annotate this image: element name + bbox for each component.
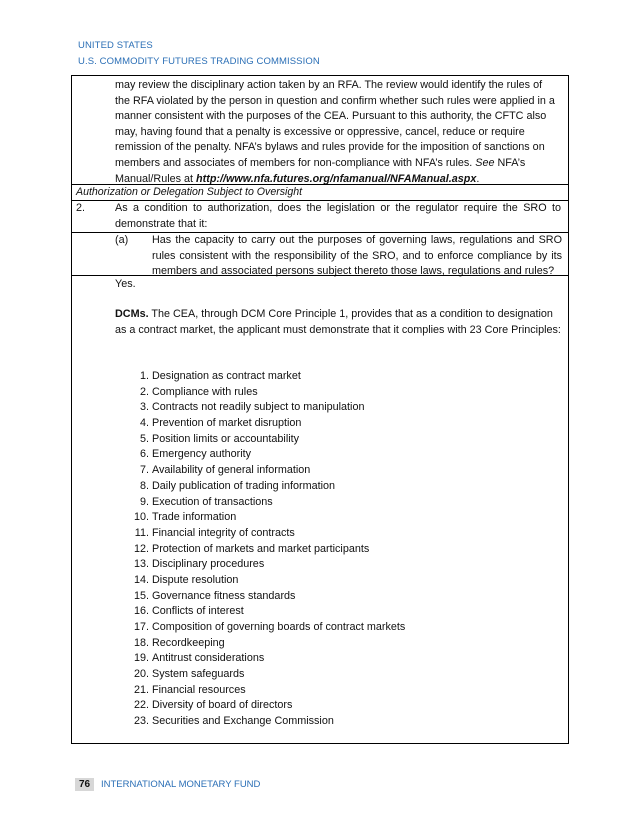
list-item-text: Recordkeeping xyxy=(152,636,225,649)
list-item xyxy=(115,495,555,511)
list-item-number: 16. xyxy=(133,605,149,618)
list-item-text: Governance fitness standards xyxy=(152,589,296,602)
list-item xyxy=(115,463,555,479)
list-item-text: Antitrust considerations xyxy=(152,652,265,665)
list-item-text: Composition of governing boards of contract markets xyxy=(152,621,406,633)
continued-paragraph xyxy=(115,78,559,187)
list-item xyxy=(115,683,555,699)
dcm-text: The CEA, through DCM Core Principle 1, provides that as a condition to designation as a contract market, the applicant must demonstrate that it complies with 23 Core Principles: xyxy=(115,308,561,336)
list-item xyxy=(115,416,555,432)
list-item xyxy=(115,589,555,605)
section-title: Authorization or Delegation Subject to Oversight xyxy=(76,186,303,198)
list-item-number: 5. xyxy=(139,432,149,445)
list-item xyxy=(115,667,555,683)
list-item xyxy=(115,573,555,589)
list-item xyxy=(115,447,555,463)
list-item-text: Daily publication of trading information xyxy=(152,479,336,492)
list-item-number: 15. xyxy=(133,589,149,602)
list-item xyxy=(115,620,555,636)
list-item xyxy=(115,400,555,416)
list-item-number: 4. xyxy=(139,417,149,430)
dcm-label: DCMs. xyxy=(115,308,149,320)
list-item xyxy=(115,542,555,558)
list-item xyxy=(115,636,555,652)
list-item-number: 9. xyxy=(139,495,149,508)
list-item-text: Prevention of market disruption xyxy=(152,417,302,430)
list-item-number: 11. xyxy=(134,526,149,539)
running-header-country: UNITED STATES xyxy=(78,40,153,51)
list-item-number: 10. xyxy=(133,511,149,524)
list-item-number: 21. xyxy=(133,683,149,696)
list-item-number: 1. xyxy=(139,370,149,382)
list-item xyxy=(115,526,555,542)
list-item-text: Securities and Exchange Commission xyxy=(152,715,334,728)
footer-publisher: INTERNATIONAL MONETARY FUND xyxy=(101,779,261,790)
list-item-number: 8. xyxy=(139,479,149,492)
nfa-manual-link[interactable]: http://www.nfa.futures.org/nfamanual/NFAManual.aspx xyxy=(196,172,477,185)
list-item-text: Financial integrity of contracts xyxy=(152,526,295,539)
list-item xyxy=(115,432,555,448)
list-item-number: 7. xyxy=(139,464,149,477)
list-item xyxy=(115,604,555,620)
page-number: 76 xyxy=(75,778,94,791)
list-item-number: 2. xyxy=(139,385,149,398)
list-item-number: 17. xyxy=(133,621,149,633)
subquestion-text: Has the capacity to carry out the purposes of governing laws, regulations and SRO rules consistent with the responsibility of the SRO, and to enforce compliance by its members and associated persons subject thereto those laws, regulations and rules? xyxy=(152,234,562,278)
list-item-text: Compliance with rules xyxy=(152,385,258,398)
dcm-paragraph xyxy=(115,307,561,338)
list-item xyxy=(115,369,555,385)
running-header-agency: U.S. COMMODITY FUTURES TRADING COMMISSION xyxy=(78,56,320,67)
list-item xyxy=(115,510,555,526)
list-item-number: 20. xyxy=(133,668,149,681)
list-item-text: Emergency authority xyxy=(152,448,252,461)
row-divider xyxy=(72,275,568,276)
see-reference: See xyxy=(475,156,495,169)
list-item-text: Position limits or accountability xyxy=(152,432,300,445)
list-item-number: 13. xyxy=(133,558,149,571)
list-item xyxy=(115,698,555,714)
list-item-text: Availability of general information xyxy=(152,464,311,477)
paragraph-end: . xyxy=(476,172,480,185)
paragraph-tail: NFA’s Manual/Rules at xyxy=(115,156,526,185)
list-item-text: Diversity of board of directors xyxy=(152,699,293,712)
list-item xyxy=(115,385,555,401)
list-item-text: Conflicts of interest xyxy=(152,605,244,618)
list-item-text: Protection of markets and market participants xyxy=(152,542,370,555)
list-item-text: Designation as contract market xyxy=(152,370,301,382)
question-number: 2. xyxy=(76,202,86,214)
list-item-text: Contracts not readily subject to manipulation xyxy=(152,401,365,414)
list-item-number: 23. xyxy=(133,715,149,728)
list-item xyxy=(115,479,555,495)
paragraph-body: may review the disciplinary action taken by an RFA. The review would identify the rules of the RFA violated by the person in question and confirm whether such rules were applied in a manner consistent with the purposes of the CEA. Pursuant to this authority, the CFTC also may, having found that a penalty is excessive or oppressive, cancel, reduce or require remission of the penalty. NFA’s bylaws and rules provide for the imposition of sanctions on members and associates of members for non-compliance with NFA’s rules. xyxy=(115,79,555,169)
list-item-text: Execution of transactions xyxy=(152,495,273,508)
list-item-text: Trade information xyxy=(152,511,237,524)
core-principles-list xyxy=(115,369,555,730)
list-item-number: 6. xyxy=(139,448,149,461)
list-item-number: 3. xyxy=(139,401,149,414)
subquestion-label: (a) xyxy=(115,234,129,246)
list-item xyxy=(115,557,555,573)
list-item-number: 14. xyxy=(133,573,149,586)
list-item-text: Financial resources xyxy=(152,683,246,696)
answer-text: Yes. xyxy=(115,278,136,290)
list-item-number: 12. xyxy=(133,542,149,555)
list-item xyxy=(115,651,555,667)
list-item-number: 18. xyxy=(133,636,149,649)
list-item-text: Dispute resolution xyxy=(152,573,239,586)
list-item-number: 22. xyxy=(133,699,149,712)
list-item-number: 19. xyxy=(133,652,149,665)
list-item xyxy=(115,714,555,730)
assessment-table xyxy=(71,75,569,744)
list-item-text: System safeguards xyxy=(152,668,245,681)
question-text: As a condition to authorization, does the legislation or the regulator require the SRO to demonstrate that it: xyxy=(115,202,561,230)
list-item-text: Disciplinary procedures xyxy=(152,558,265,571)
